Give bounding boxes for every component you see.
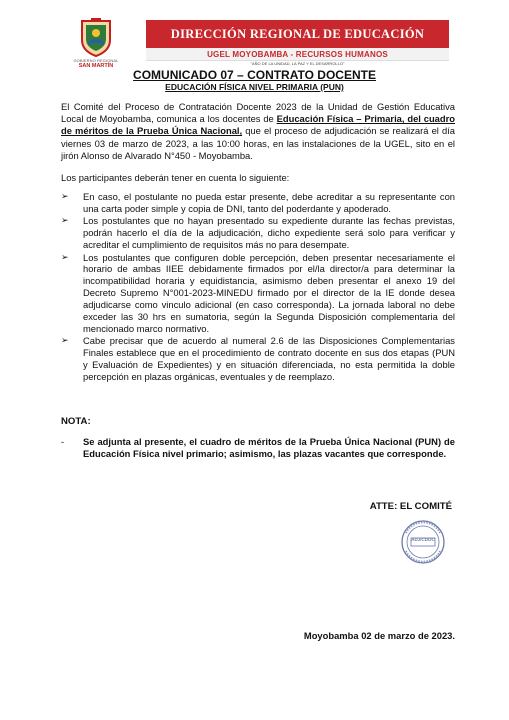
document-subtitle: EDUCACIÓN FÍSICA NIVEL PRIMARIA (PUN) (165, 82, 344, 92)
shield-logo-icon (78, 18, 114, 58)
arrow-bullet-icon: ➢ (61, 215, 69, 226)
list-item (61, 191, 455, 215)
requirements-list (61, 191, 455, 384)
list-item (61, 252, 455, 335)
logo-caption-top: GOBIERNO REGIONAL (73, 58, 119, 63)
nota-block (61, 436, 455, 461)
list-item-text: En caso, el postulante no pueda estar presente, debe acreditar a su representante con una carta poder simple y copia de DNI, tanto del poderdante y apoderado. (83, 191, 455, 214)
list-item-text: Los postulantes que no hayan presentado su expediente durante las fechas previstas, podrán hacerlo el día de la adjudicación, dicho expediente será solo para verificar y acreditar el cumplimiento de requisitos más no para desempate. (83, 215, 455, 251)
arrow-bullet-icon: ➢ (61, 335, 69, 346)
committee-seal (400, 519, 446, 565)
header-banner (146, 20, 449, 48)
banner-title: DIRECCIÓN REGIONAL DE EDUCACIÓN (170, 26, 425, 41)
list-item (61, 335, 455, 383)
document-title: COMUNICADO 07 – CONTRATO DOCENTE (133, 68, 376, 82)
intro-text-1: El Comité del Proceso de Contratación Docente 2023 de la Unidad de Gestión Educativa Local de Moyobamba, comunica a los docentes de (61, 101, 455, 125)
intro-paragraph (61, 101, 455, 162)
nota-heading: NOTA: (61, 416, 91, 427)
intro-bold-text: Educación Física – Primaria, del cuadro de méritos de la Prueba Única Nacional, (61, 113, 455, 137)
intro-text-2: que el proceso de adjudicación se realizará el día viernes 03 de marzo de 2023, a las 10:00 horas, en las instalaciones de la UGEL, sito en el jirón Alonso de Alvarado N°450 - Moyobamba. (61, 125, 455, 161)
arrow-bullet-icon: ➢ (61, 251, 69, 262)
logo-caption-bottom: SAN MARTÍN (78, 63, 114, 69)
header-subbanner (146, 48, 449, 61)
nota-dash: - (61, 436, 65, 447)
signature-line: ATTE: EL COMITÉ (369, 501, 452, 512)
lead-text: Los participantes deberán tener en cuenta lo siguiente: (61, 172, 290, 183)
header-motto: "AÑO DE LA UNIDAD, LA PAZ Y EL DESARROLLO" (250, 61, 345, 66)
seal-stamp-text: ADJ/CDOC (411, 537, 435, 542)
list-item-text: Los postulantes que configuren doble percepción, deben presentar necesariamente el horario de ambas IIEE debidamente firmados por el/la director/a para determinar la incompatibilidad horaria y equidistancia, asimismo deben presentar el anexo 19 del Decreto Supremo N°001-2023-MINEDU firmado por el director de la IE donde desea adjudicarse como vinculo adicional (en caso corresponda). La jornada laboral no debe exceder las 30 hrs en sumatoria, según la Segunda Disposición complementaria del mencionado marco normativo. (83, 251, 455, 334)
seal-stamp-icon (400, 519, 446, 565)
list-item-text: Cabe precisar que de acuerdo al numeral 2.6 de las Disposiciones Complementarias Finales establece que en el procedimiento de contrato docente en sus dos etapas (PUN y Evaluación de Expedientes) y en situación diferenciada, no esta permitida la doble percepción en plazas orgánicas, eventuales y de reemplazo. (83, 335, 455, 383)
subbanner-title: UGEL MOYOBAMBA - RECURSOS HUMANOS (207, 49, 388, 59)
date-line: Moyobamba 02 de marzo de 2023. (303, 630, 455, 641)
nota-text: Se adjunta al presente, el cuadro de méritos de la Prueba Única Nacional (PUN) de Educación Física nivel primario; asimismo, las plazas vacantes que corresponde. (83, 436, 455, 460)
list-item (61, 215, 455, 251)
arrow-bullet-icon: ➢ (61, 191, 69, 201)
